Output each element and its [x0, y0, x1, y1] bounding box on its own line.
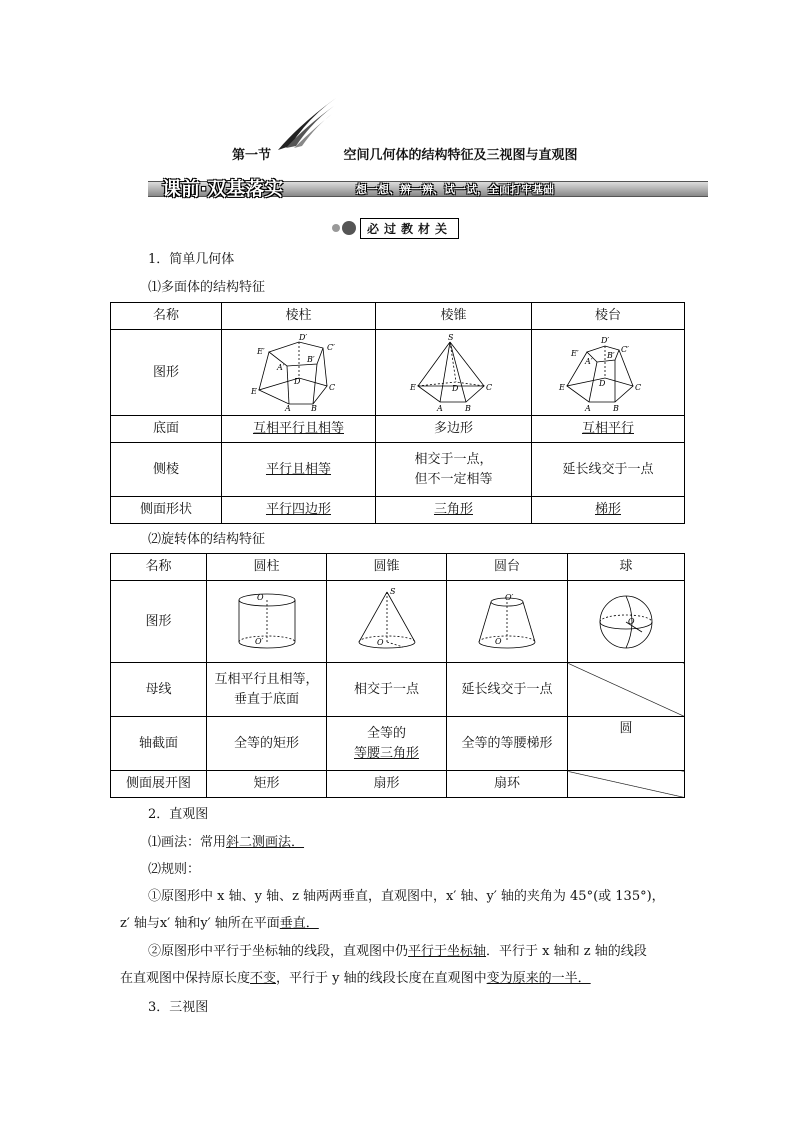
rule-2b-prefix: 在直观图中保持原长度 [120, 971, 251, 986]
sphere-figure [568, 581, 685, 663]
header-cell: 棱柱 [222, 303, 376, 330]
vertex-label: A [284, 403, 291, 412]
row-label: 轴截面 [111, 717, 207, 771]
cell-text: 延长线交于一点 [461, 681, 553, 697]
answer-text: 互相平行 [581, 421, 634, 436]
section-number: 第一节 [232, 148, 272, 163]
header-cell: 名称 [111, 303, 222, 330]
cone-figure [327, 581, 447, 663]
heading-simple-solids: 1．简单几何体 [148, 252, 235, 267]
row-label: 母线 [111, 663, 207, 717]
row-label: 侧棱 [111, 443, 222, 497]
section-header [232, 144, 578, 163]
point-label: O′ [505, 592, 514, 602]
vertex-label: E [559, 382, 565, 392]
vertex-label: E′ [571, 348, 579, 358]
row-label: 图形 [111, 330, 222, 416]
answer-text: 三角形 [433, 502, 473, 517]
empty-cell [568, 771, 685, 798]
cell-text: 相交于一点， [414, 451, 493, 467]
answer-text: 互相平行且相等 [252, 421, 344, 436]
method-line [148, 831, 304, 850]
chip [332, 219, 459, 237]
vertex-label: C′ [326, 342, 335, 352]
cell-text: 但不一定相等 [414, 471, 493, 487]
cell-text: 多边形 [433, 421, 473, 436]
vertex-label: A [436, 403, 443, 412]
vertex-label: B [613, 403, 619, 412]
chip-label: 必过教材关 [360, 218, 459, 239]
row-label: 侧面展开图 [111, 771, 207, 798]
rules-label: ⑵规则： [148, 862, 201, 877]
rule-2a-suffix: ．平行于 x 轴和 z 轴的线段 [486, 944, 647, 959]
point-label: S [389, 586, 395, 596]
rule-2b-answer2: 变为原来的一半． [486, 971, 591, 986]
vertex-label: D [599, 378, 606, 388]
rule-2b-answer1: 不变 [250, 971, 277, 986]
vertex-label: E′ [256, 346, 265, 356]
point-label: O [628, 616, 635, 626]
header-cell: 球 [568, 554, 685, 581]
vertex-label: B [464, 403, 471, 412]
banner-title: 课前·双基落实 [162, 178, 284, 200]
cell-text: 扇环 [493, 776, 520, 791]
vertex-label: S [447, 333, 453, 342]
banner-subtitle: 想一想、辨一辨、试一试，全面打牢基础 [356, 183, 554, 196]
heading-three-views: 3．三视图 [148, 1000, 209, 1015]
dot-icon [332, 224, 340, 232]
answer-text: 梯形 [594, 502, 621, 517]
frustum-cone-figure [447, 581, 568, 663]
vertex-label: A′ [585, 356, 593, 366]
answer-text: 平行四边形 [265, 502, 331, 517]
cylinder-figure [207, 581, 327, 663]
vertex-label: D [293, 376, 300, 386]
banner [148, 177, 708, 199]
answer-text: 等腰三角形 [353, 745, 419, 761]
point-label: O [495, 636, 502, 646]
subheading-polyhedra: ⑴多面体的结构特征 [148, 280, 266, 295]
cell-text: 延长线交于一点 [562, 461, 654, 477]
cell-text: 矩形 [253, 776, 280, 791]
header-cell: 名称 [111, 554, 207, 581]
rule-1a: ①原图形中 x 轴、y 轴、z 轴两两垂直，直观图中，x′ 轴、y′ 轴的夹角为 45°(或 135°)， [148, 889, 665, 904]
cell-text: 相交于一点 [353, 681, 419, 697]
prism-figure [222, 330, 376, 416]
rule-2a-answer: 平行于坐标轴 [408, 944, 487, 959]
rule-2a [148, 940, 647, 959]
dot-icon [342, 221, 356, 235]
cell-text: 全等的等腰梯形 [461, 735, 553, 751]
rule-1b [120, 912, 319, 931]
cell-text: 垂直于底面 [233, 691, 299, 707]
cell-text: 全等的 [366, 725, 406, 741]
row-label: 图形 [111, 581, 207, 663]
polyhedra-table [110, 302, 685, 524]
point-label: O [376, 637, 384, 647]
rotational-table [110, 553, 685, 798]
vertex-label: B′ [306, 354, 315, 364]
cell-text: 圆 [619, 721, 633, 736]
pyramid-figure [376, 330, 532, 416]
rule-1b-prefix: z′ 轴与x′ 轴和y′ 轴所在平面 [120, 916, 280, 931]
vertex-label: C [635, 382, 642, 392]
header-cell: 棱台 [532, 303, 685, 330]
frustum-figure [532, 330, 685, 416]
header-cell: 圆锥 [327, 554, 447, 581]
point-label: O [256, 592, 264, 602]
section-title: 空间几何体的结构特征及三视图与直观图 [343, 148, 578, 163]
subheading-rotational: ⑵旋转体的结构特征 [148, 532, 266, 547]
rule-2b-middle: ，平行于 y 轴的线段长度在直观图中 [276, 971, 487, 986]
header-cell: 圆台 [447, 554, 568, 581]
empty-cell [568, 663, 685, 717]
vertex-label: C′ [621, 344, 629, 354]
header-cell: 圆柱 [207, 554, 327, 581]
vertex-label: A [585, 403, 591, 412]
vertex-label: E [409, 382, 416, 392]
vertex-label: E [250, 386, 257, 396]
row-label: 底面 [111, 416, 222, 443]
answer-text: 平行且相等 [265, 461, 331, 477]
rule-2a-prefix: ②原图形中平行于坐标轴的线段，直观图中仍 [148, 944, 409, 959]
cell-text: 全等的矩形 [233, 735, 299, 751]
header-cell: 棱锥 [376, 303, 532, 330]
heading-oblique-view: 2．直观图 [148, 807, 209, 822]
vertex-label: C [328, 382, 335, 392]
method-answer: 斜二测画法． [226, 835, 305, 850]
vertex-label: C [485, 382, 492, 392]
vertex-label: B′ [607, 350, 615, 360]
cell-text: 扇形 [373, 776, 400, 791]
vertex-label: A′ [276, 362, 285, 372]
vertex-label: B [310, 403, 317, 412]
method-prefix: ⑴画法：常用 [148, 835, 227, 850]
cell-text: 互相平行且相等， [214, 671, 319, 687]
vertex-label: D′ [601, 335, 610, 345]
rule-2b [120, 967, 591, 986]
vertex-label: D′ [298, 333, 307, 342]
rule-1b-answer: 垂直． [279, 916, 319, 931]
point-label: O′ [254, 636, 263, 646]
row-label: 侧面形状 [111, 497, 222, 524]
vertex-label: D [451, 383, 458, 393]
